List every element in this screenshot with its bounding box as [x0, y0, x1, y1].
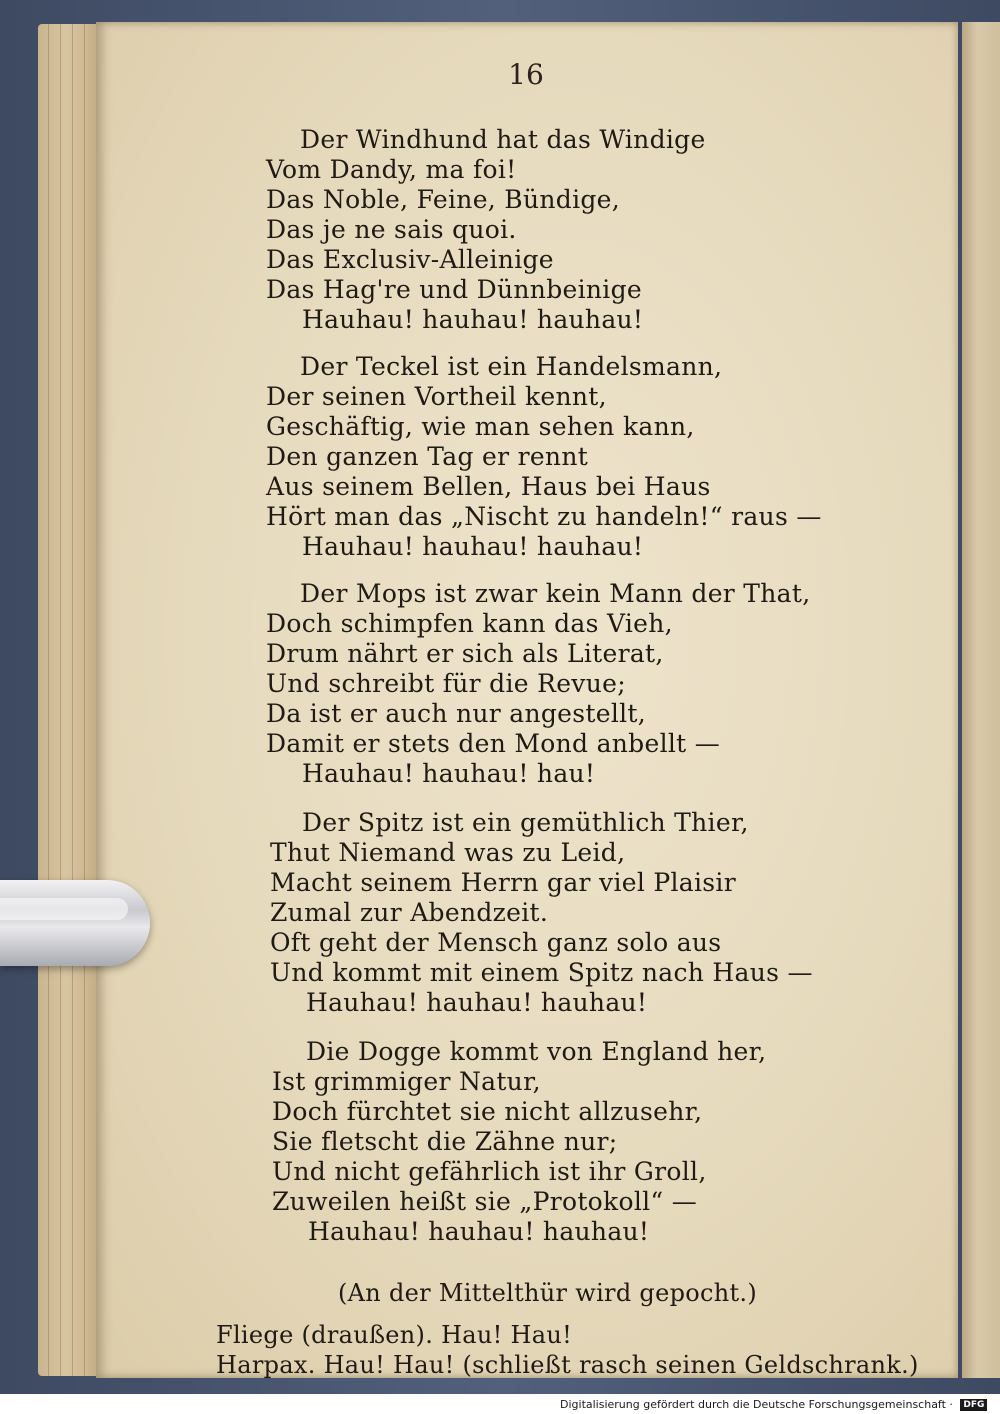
- stage-direction: (An der Mittelthür wird gepocht.): [338, 1279, 758, 1307]
- verse-line: Und kommt mit einem Spitz nach Haus —: [270, 958, 813, 987]
- refrain-line: Hauhau! hauhau! hauhau!: [302, 532, 644, 561]
- refrain-line: Hauhau! hauhau! hauhau!: [306, 988, 648, 1017]
- verse-line: Hört man das „Nischt zu handeln!“ raus —: [266, 502, 822, 531]
- verse-line: Oft geht der Mensch ganz solo aus: [270, 928, 722, 957]
- refrain-line: Hauhau! hauhau! hauhau!: [308, 1217, 650, 1246]
- refrain-line: Hauhau! hauhau! hau!: [302, 759, 596, 788]
- page-clip: [0, 880, 150, 966]
- verse-line: Geschäftig, wie man sehen kann,: [266, 412, 695, 441]
- verse-line: Und nicht gefährlich ist ihr Groll,: [272, 1157, 707, 1186]
- facing-page-edge: [962, 22, 1000, 1378]
- dialogue-line: Harpax. Hau! Hau! (schließt rasch seinen Geldschrank.): [216, 1351, 919, 1379]
- verse-line: Das Exclusiv-Alleinige: [266, 245, 554, 274]
- verse-line: Der Teckel ist ein Handelsmann,: [300, 352, 723, 381]
- refrain-line: Hauhau! hauhau! hauhau!: [302, 305, 644, 334]
- verse-line: Doch schimpfen kann das Vieh,: [266, 609, 673, 638]
- verse-line: Der Windhund hat das Windige: [300, 125, 706, 154]
- verse-line: Das je ne sais quoi.: [266, 215, 517, 244]
- verse-line: Damit er stets den Mond anbellt —: [266, 729, 721, 758]
- verse-line: Zuweilen heißt sie „Protokoll“ —: [272, 1187, 698, 1216]
- page-number: 16: [508, 58, 544, 91]
- verse-line: Und schreibt für die Revue;: [266, 669, 626, 698]
- verse-line: Der Spitz ist ein gemüthlich Thier,: [302, 808, 749, 837]
- verse-line: Sie fletscht die Zähne nur;: [272, 1127, 618, 1156]
- verse-line: Das Noble, Feine, Bündige,: [266, 185, 621, 214]
- verse-line: Die Dogge kommt von England her,: [306, 1037, 767, 1066]
- credit-text: Digitalisierung gefördert durch die Deutsche Forschungsgemeinschaft ·: [560, 1398, 953, 1411]
- verse-line: Macht seinem Herrn gar viel Plaisir: [270, 868, 736, 897]
- verse-line: Thut Niemand was zu Leid,: [270, 838, 626, 867]
- verse-line: Da ist er auch nur angestellt,: [266, 699, 647, 728]
- verse-line: Der Mops ist zwar kein Mann der That,: [300, 579, 811, 608]
- verse-line: Zumal zur Abendzeit.: [270, 898, 549, 927]
- book-page: [96, 22, 958, 1378]
- dfg-logo: DFG: [960, 1399, 987, 1411]
- verse-line: Doch fürchtet sie nicht allzusehr,: [272, 1097, 703, 1126]
- dialogue-line: Fliege (draußen). Hau! Hau!: [216, 1321, 573, 1349]
- verse-line: Den ganzen Tag er rennt: [266, 442, 589, 471]
- verse-line: Das Hag're und Dünnbeinige: [266, 275, 642, 304]
- verse-line: Vom Dandy, ma foi!: [266, 155, 517, 184]
- verse-line: Drum nährt er sich als Literat,: [266, 639, 664, 668]
- verse-line: Aus seinem Bellen, Haus bei Haus: [266, 472, 711, 501]
- digitization-credit: [560, 1396, 987, 1414]
- verse-line: Der seinen Vortheil kennt,: [266, 382, 607, 411]
- verse-line: Ist grimmiger Natur,: [272, 1067, 541, 1096]
